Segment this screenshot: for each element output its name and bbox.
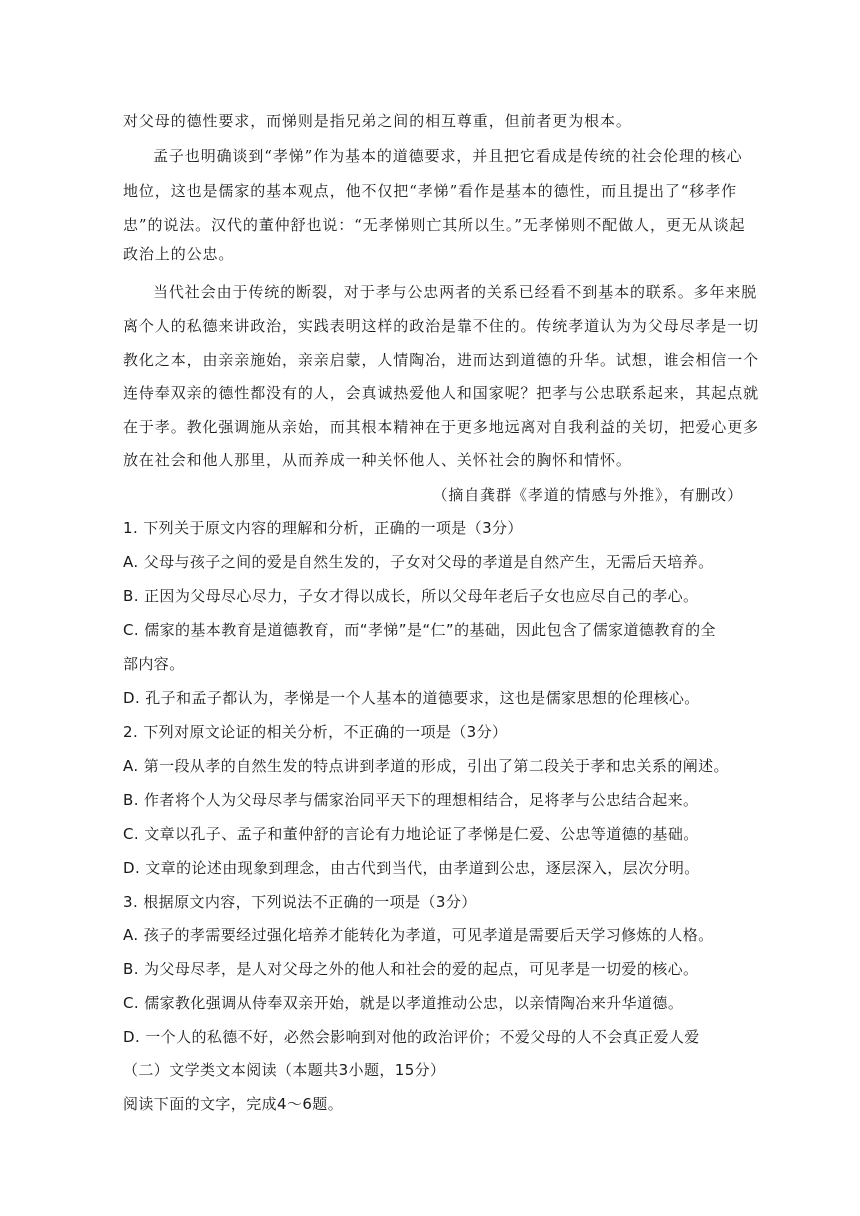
- question-stem: 1. 下列关于原文内容的理解和分析，正确的一项是（3分）: [123, 519, 523, 537]
- passage-line: 离个人的私德来讲政治，实践表明这样的政治是靠不住的。传统孝道认为为父母尽孝是一切: [123, 317, 760, 335]
- section-instruction: 阅读下面的文字，完成4～6题。: [123, 1095, 344, 1113]
- section-heading: （二）文学类文本阅读（本题共3小题，15分）: [123, 1061, 446, 1079]
- passage-line: 对父母的德性要求，而悌则是指兄弟之间的相互尊重，但前者更为根本。: [123, 112, 632, 130]
- passage-line: 放在社会和他人那里，从而养成一种关怀他人、关怀社会的胸怀和情怀。: [123, 451, 632, 469]
- question-option: C. 儒家教化强调从侍奉双亲开始，就是以孝道推动公忠，以亲情陶冶来升华道德。: [123, 994, 684, 1012]
- question-option: A. 父母与孩子之间的爱是自然生发的，子女对父母的孝道是自然产生，无需后天培养。: [123, 553, 714, 571]
- source-citation: （摘自龚群《孝道的情感与外推》，有删改）: [432, 486, 743, 504]
- passage-line: 地位，这也是儒家的基本观点，他不仅把“孝悌”看作是基本的德性，而且提出了“移孝作: [123, 182, 738, 200]
- question-option: D. 一个人的私德不好，必然会影响到对他的政治评价；不爱父母的人不会真正爱人爱: [123, 1028, 700, 1046]
- passage-line: 教化之本，由亲亲施始，亲亲启蒙，人情陶冶，进而达到道德的升华。试想，谁会相信一个: [123, 351, 760, 369]
- passage-line: 忠”的说法。汉代的董仲舒也说：“无孝悌则亡其所以生。”无孝悌则不配做人，更无从谈起: [123, 216, 746, 234]
- question-option: A. 第一段从孝的自然生发的特点讲到孝道的形成，引出了第二段关于孝和忠关系的阐述。: [123, 757, 729, 775]
- question-option: B. 正因为父母尽心尽力，子女才得以成长，所以父母年老后子女也应尽自己的孝心。: [123, 587, 699, 605]
- passage-line: 在于孝。教化强调施从亲始，而其根本精神在于更多地远离对自我利益的关切，把爱心更多: [123, 418, 760, 436]
- question-option: 部内容。: [123, 655, 185, 673]
- question-option: D. 孔子和孟子都认为，孝悌是一个人基本的道德要求，这也是儒家思想的伦理核心。: [123, 689, 700, 707]
- question-option: B. 为父母尽孝，是人对父母之外的他人和社会的爱的起点，可见孝是一切爱的核心。: [123, 960, 699, 978]
- question-option: C. 文章以孔子、孟子和董仲舒的言论有力地论证了孝悌是仁爱、公忠等道德的基础。: [123, 825, 699, 843]
- question-stem: 2. 下列对原文论证的相关分析，不正确的一项是（3分）: [123, 723, 508, 741]
- question-stem: 3. 根据原文内容，下列说法不正确的一项是（3分）: [123, 893, 477, 911]
- question-option: B. 作者将个人为父母尽孝与儒家治同平天下的理想相结合，足将孝与公忠结合起来。: [123, 791, 699, 809]
- passage-line: 政治上的公忠。: [123, 245, 235, 263]
- passage-line: 孟子也明确谈到“孝悌”作为基本的道德要求，并且把它看成是传统的社会伦理的核心: [153, 147, 743, 165]
- passage-line: 当代社会由于传统的断裂，对于孝与公忠两者的关系已经看不到基本的联系。多年来脱: [153, 283, 758, 301]
- question-option: C. 儒家的基本教育是道德教育，而“孝悌”是“仁”的基础，因此包含了儒家道德教育的全: [123, 621, 716, 639]
- question-option: D. 文章的论述由现象到理念，由古代到当代，由孝道到公忠，逐层深入，层次分明。: [123, 859, 700, 877]
- passage-line: 连侍奉双亲的德性都没有的人，会真诚热爱他人和国家呢？把孝与公忠联系起来，其起点就: [123, 384, 760, 402]
- question-option: A. 孩子的孝需要经过强化培养才能转化为孝道，可见孝道是需要后天学习修炼的人格。: [123, 926, 714, 944]
